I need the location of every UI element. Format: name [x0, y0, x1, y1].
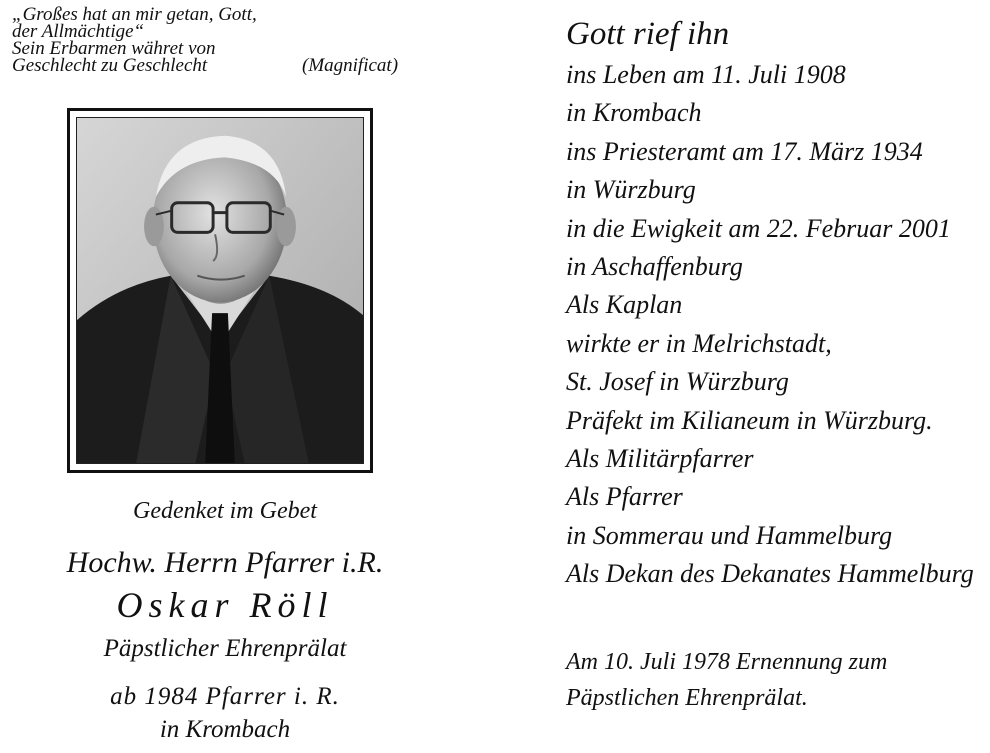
caption-title: Hochw. Herrn Pfarrer i.R.: [66, 546, 384, 579]
quote-line: Geschlecht zu Geschlecht: [12, 55, 208, 76]
caption-retired: ab 1984 Pfarrer i. R.: [110, 683, 340, 710]
biography-line: in Krombach: [566, 98, 702, 128]
biography-line: St. Josef in Würzburg: [566, 367, 789, 397]
caption-remember: Gedenket im Gebet: [133, 498, 317, 524]
note-line: Päpstlichen Ehrenprälat.: [566, 685, 808, 711]
quote-line: der Allmächtige“: [12, 21, 145, 42]
quote-source: (Magnificat): [302, 55, 399, 76]
caption-rank: Päpstlicher Ehrenprälat: [103, 635, 347, 662]
quote-line: Sein Erbarmen währet von: [12, 38, 216, 59]
portrait-frame: [67, 108, 373, 473]
portrait-image: [77, 118, 363, 463]
biography-heading: Gott rief ihn: [566, 16, 730, 52]
right-panel: [500, 0, 990, 753]
biography-line: in Sommerau und Hammelburg: [566, 520, 893, 550]
biography: [566, 12, 974, 593]
biography-line: Als Pfarrer: [566, 482, 683, 512]
note-line: Am 10. Juli 1978 Ernennung zum: [566, 649, 888, 675]
biography-line: Als Militärpfarrer: [566, 443, 754, 473]
biography-line: in Würzburg: [566, 175, 696, 205]
caption-name: Oskar Röll: [116, 585, 334, 625]
caption-place: in Krombach: [159, 716, 291, 743]
biography-line: Als Kaplan: [566, 290, 683, 320]
left-panel: [0, 0, 480, 753]
magnificat-quote: [12, 6, 452, 74]
biography-line: wirkte er in Melrichstadt,: [566, 328, 832, 358]
portrait-photo: [76, 117, 364, 464]
biography-line: in Aschaffenburg: [566, 251, 743, 281]
biography-line: ins Priesteramt am 17. März 1934: [566, 136, 923, 166]
biography-line: Präfekt im Kilianeum in Würzburg.: [566, 405, 933, 435]
appointment-note: [566, 644, 887, 716]
biography-line: ins Leben am 11. Juli 1908: [566, 60, 846, 89]
quote-line: „Großes hat an mir getan, Gott,: [12, 4, 257, 25]
biography-line: in die Ewigkeit am 22. Februar 2001: [566, 213, 951, 243]
biography-line: Als Dekan des Dekanates Hammelburg: [566, 559, 974, 589]
